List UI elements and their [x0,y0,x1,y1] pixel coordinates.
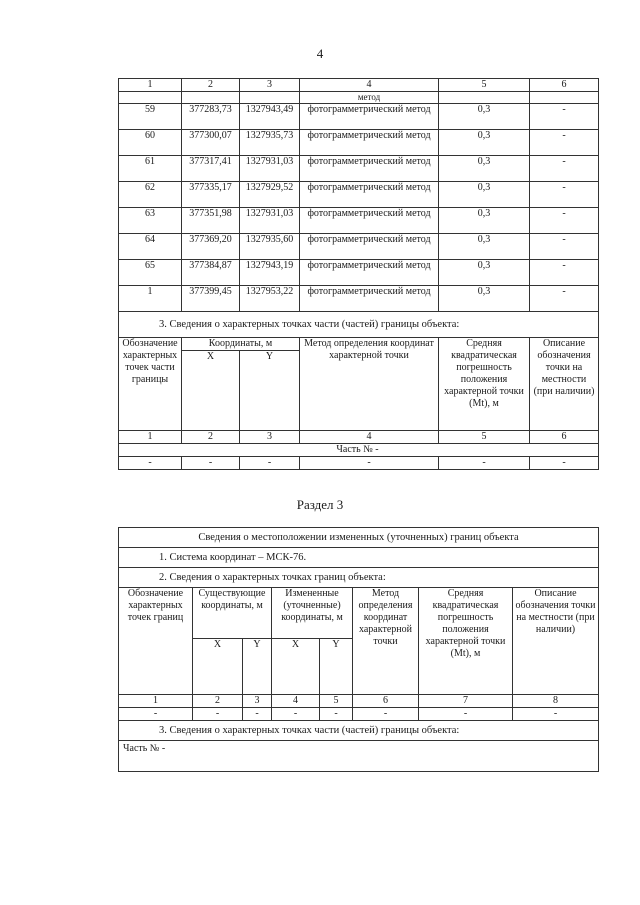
table-row [119,182,599,208]
col-number: 1 [119,695,193,708]
accuracy: 0,3 [439,182,530,208]
table-row [119,130,599,156]
x-coord: 377369,20 [182,234,240,260]
x-coord: 377300,07 [182,130,240,156]
empty-cell: - [300,457,439,470]
table-row [119,234,599,260]
x-coord: 377351,98 [182,208,240,234]
col-number: 3 [243,695,272,708]
method-header: Метод определения координат характерной точки [300,338,439,431]
x-coord: 377317,41 [182,156,240,182]
part-label: Часть № - [119,444,599,457]
y-coord: 1327929,52 [240,182,300,208]
x-header: X [272,639,320,695]
existing-header: Существующие координаты, м [193,588,272,639]
method-header: Метод определения координат характерной точки [353,588,419,695]
designation-header: Обозначение характерных точек границ [119,588,193,695]
col-number: 5 [320,695,353,708]
page-number: 4 [316,46,324,61]
point-id: 64 [119,234,182,260]
col-number: 4 [300,431,439,444]
method: фотограмметрический метод [300,234,439,260]
accuracy: 0,3 [439,286,530,312]
empty-cell: - [240,457,300,470]
empty-cell: - [419,708,513,721]
point-id: 60 [119,130,182,156]
col-number: 4 [300,79,439,92]
table-title: Сведения о местоположении измененных (уточненных) границ объекта [119,528,599,548]
col-number: 3 [240,431,300,444]
accuracy: 0,3 [439,130,530,156]
empty-cell: - [530,457,599,470]
x-coord: 377384,87 [182,260,240,286]
col-number: 3 [240,79,300,92]
x-coord: 377335,17 [182,182,240,208]
description-header: Описание обозначения точки на местности (при наличии) [530,338,599,431]
col-number: 6 [530,431,599,444]
changed-header: Измененные (уточненные) координаты, м [272,588,353,639]
accuracy: 0,3 [439,234,530,260]
empty-cell: - [193,708,243,721]
method: фотограмметрический метод [300,156,439,182]
accuracy: 0,3 [439,260,530,286]
col-number: 1 [119,431,182,444]
empty-cell: - [119,708,193,721]
x-header: X [193,639,243,695]
point-id: 62 [119,182,182,208]
description: - [530,286,599,312]
empty-cell: - [320,708,353,721]
x-coord: 377399,45 [182,286,240,312]
empty-cell: - [353,708,419,721]
y-header: Y [243,639,272,695]
y-coord: 1327931,03 [240,208,300,234]
point-id: 59 [119,104,182,130]
x-coord: 377283,73 [182,104,240,130]
accuracy-header: Средняя квадратическая погрешность положения характерной точки (Mt), м [419,588,513,695]
col-number: 6 [353,695,419,708]
empty-cell: - [513,708,599,721]
description: - [530,208,599,234]
coord-system: 1. Система координат – МСК-76. [119,548,599,568]
point-id: 1 [119,286,182,312]
empty-cell: - [182,457,240,470]
continuation-text: метод [300,92,439,104]
table-row [119,286,599,312]
accuracy: 0,3 [439,104,530,130]
table-row [119,208,599,234]
col-number: 1 [119,79,182,92]
description-header: Описание обозначения точки на местности (при наличии) [513,588,599,695]
x-header: X [182,351,240,431]
description: - [530,156,599,182]
accuracy: 0,3 [439,208,530,234]
y-coord: 1327935,60 [240,234,300,260]
point-id: 63 [119,208,182,234]
empty-cell: - [439,457,530,470]
method: фотограмметрический метод [300,104,439,130]
empty-cell: - [243,708,272,721]
y-header: Y [240,351,300,431]
empty-cell: - [119,457,182,470]
method: фотограмметрический метод [300,182,439,208]
y-coord: 1327931,03 [240,156,300,182]
description: - [530,104,599,130]
y-coord: 1327953,22 [240,286,300,312]
method: фотограмметрический метод [300,208,439,234]
col-number: 2 [182,431,240,444]
description: - [530,260,599,286]
point-id: 61 [119,156,182,182]
coords-header: Координаты, м [182,338,300,351]
y-coord: 1327943,19 [240,260,300,286]
part-heading: 3. Сведения о характерных точках части (частей) границы объекта: [119,721,599,741]
col-number: 5 [439,431,530,444]
method: фотограмметрический метод [300,260,439,286]
description: - [530,130,599,156]
accuracy-header: Средняя квадратическая погрешность положения характерной точки (Mt), м [439,338,530,431]
method: фотограмметрический метод [300,130,439,156]
table-row [119,156,599,182]
col-number: 2 [193,695,243,708]
table-row [119,104,599,130]
description: - [530,182,599,208]
changed-borders-table [118,527,599,772]
part-label: Часть № - [119,741,599,772]
points-table [118,78,599,470]
points-heading: 2. Сведения о характерных точках границ объекта: [119,568,599,588]
designation-header: Обозначение характерных точек части границы [119,338,182,431]
empty-cell: - [272,708,320,721]
method: фотограмметрический метод [300,286,439,312]
col-number: 8 [513,695,599,708]
point-id: 65 [119,260,182,286]
section-title: Раздел 3 [296,497,344,512]
part-heading: 3. Сведения о характерных точках части (частей) границы объекта: [119,312,599,338]
col-number: 6 [530,79,599,92]
y-coord: 1327943,49 [240,104,300,130]
y-coord: 1327935,73 [240,130,300,156]
y-header: Y [320,639,353,695]
table-row [119,260,599,286]
col-number: 5 [439,79,530,92]
col-number: 7 [419,695,513,708]
description: - [530,234,599,260]
accuracy: 0,3 [439,156,530,182]
col-number: 2 [182,79,240,92]
col-number: 4 [272,695,320,708]
